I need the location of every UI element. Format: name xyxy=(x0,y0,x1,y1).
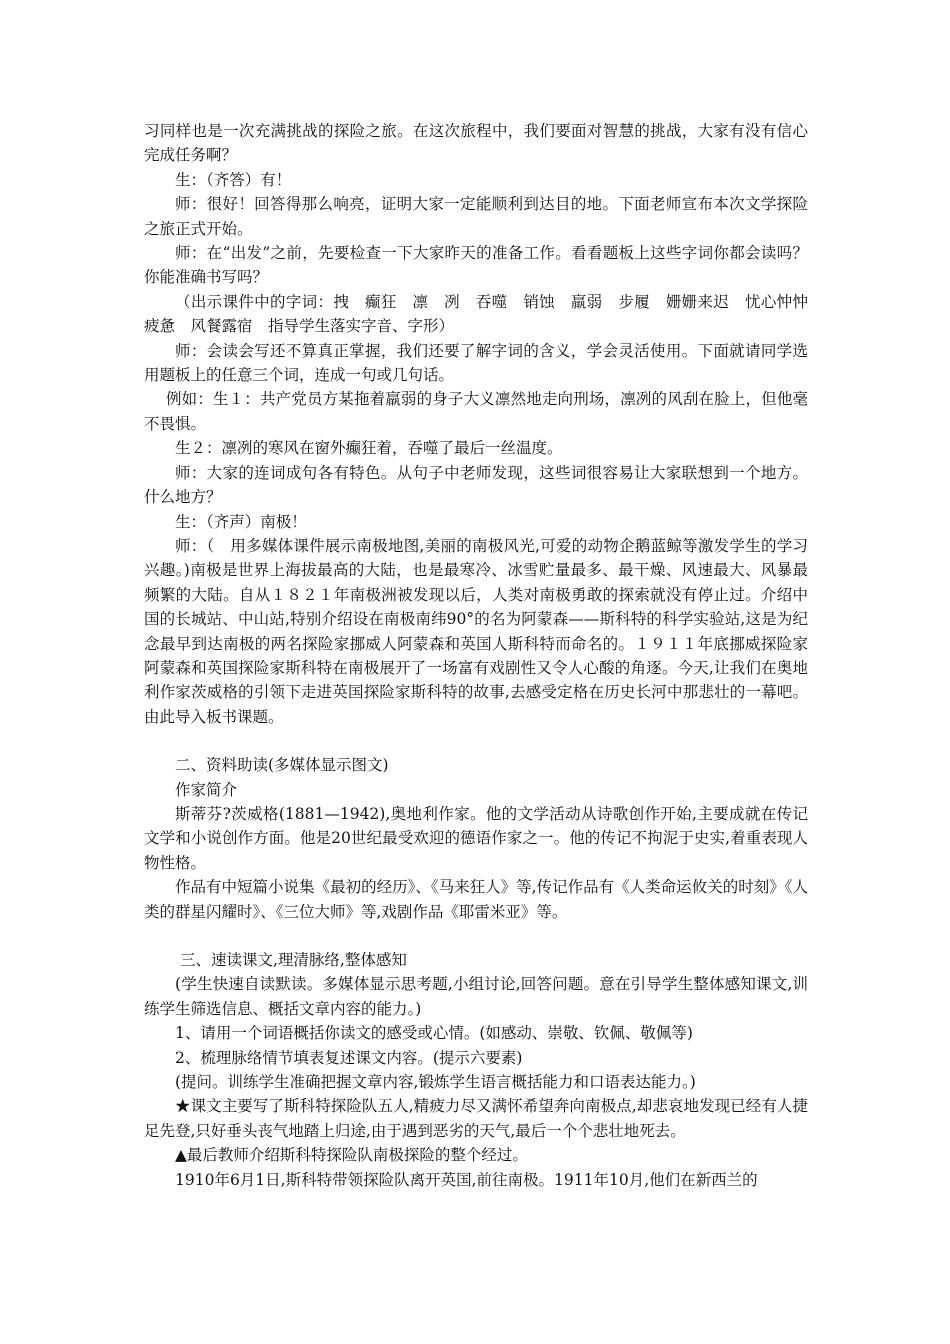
paragraph: 1、请用一个词语概括你读文的感受或心情。(如感动、崇敬、钦佩、敬佩等) xyxy=(175,1024,693,1043)
paragraph: 师：在“出发”之前，先要检查一下大家昨天的准备工作。看看题板上这些字词你都会读吗？你能准确书写吗？ xyxy=(144,244,808,287)
paragraph: 例如：生１：共产党员方某拖着羸弱的身子大义凛然地走向刑场，凛冽的风刮在脸上，但他毫不畏惧。 xyxy=(144,390,808,433)
paragraph: (学生快速自读默读。多媒体显示思考题,小组讨论,回答问题。意在引导学生整体感知课文,训练学生筛选信息、概括文章内容的能力。) xyxy=(144,975,808,1018)
section-heading: 二、资料助读(多媒体显示图文) xyxy=(175,756,389,775)
document-body xyxy=(144,119,824,1192)
paragraph: ★课文主要写了斯科特探险队五人,精疲力尽又满怀希望奔向南极点,却悲哀地发现已经有人捷足先登,只好垂头丧气地踏上归途,由于遇到恶劣的天气,最后一个个悲壮地死去。 xyxy=(144,1097,808,1140)
paragraph: 作品有中短篇小说集《最初的经历》、《马来狂人》等,传记作品有《人类命运攸关的时刻》《人类的群星闪耀时》、《三位大师》等,戏剧作品《耶雷米亚》等。 xyxy=(144,878,808,921)
paragraph: 1910年6月1日,斯科特带领探险队离开英国,前往南极。1911年10月,他们在新西兰的 xyxy=(175,1170,758,1189)
paragraph: 师：很好！回答得那么响亮，证明大家一定能顺利到达目的地。下面老师宣布本次文学探险之旅正式开始。 xyxy=(144,195,808,238)
paragraph: 生：（齐答）有！ xyxy=(175,170,292,189)
paragraph: 生２：凛冽的寒风在窗外癫狂着，吞噬了最后一丝温度。 xyxy=(175,439,563,458)
paragraph: ▲最后教师介绍斯科特探险队南极探险的整个经过。 xyxy=(175,1146,528,1165)
paragraph: 师：大家的连词成句各有特色。从句子中老师发现，这些词很容易让大家联想到一个地方。什么地方？ xyxy=(144,463,808,507)
paragraph: 斯蒂芬?茨威格(1881—1942),奥地利作家。他的文学活动从诗歌创作开始,主要成就在传记文学和小说创作方面。他是20世纪最受欢迎的德语作家之一。他的传记不拘泥于史实,着重表现人物性格。 xyxy=(144,804,808,872)
paragraph: (提问。训练学生准确把握文章内容,锻炼学生语言概括能力和口语表达能力。) xyxy=(175,1073,696,1092)
paragraph: （出示课件中的字词：拽 癫狂 凛 冽 吞噬 销蚀 羸弱 步履 姗姗来迟 忧心忡忡 疲惫 风餐露宿 指导学生落实字音、字形） xyxy=(144,292,824,336)
paragraph: 师：（ 用多媒体课件展示南极地图,美丽的南极风光,可爱的动物企鹅蓝鲸等激发学生的学习兴趣。)南极是世界上海拔最高的大陆，也是最寒冷、冰雪贮量最多、最干燥、风速最大、风暴最频繁的大陆。自从１８２１年南极洲被发现以后，人类对南极勇敢的探索就没有停止过。介绍中国的长城站、中山站,特别介绍设在南极南纬90°的名为阿蒙森——斯科特的科学实验站,这是为纪念最早到达南极的两名探险家挪威人阿蒙森和英国人斯科特而命名的。１９１１年底挪威探险家阿蒙森和英国探险家斯科特在南极展开了一场富有戏剧性又令人心酸的角逐。今天,让我们在奥地利作家茨威格的引领下走进英国探险家斯科特的故事,去感受定格在历史长河中那悲壮的一幕吧。由此导入板书课题。 xyxy=(144,536,808,726)
subheading: 作家简介 xyxy=(175,780,238,799)
blank-line xyxy=(144,729,808,753)
section-heading: 三、速读课文,理清脉络,整体感知 xyxy=(180,951,407,969)
paragraph: 2、梳理脉络情节填表复述课文内容。(提示六要素) xyxy=(175,1048,523,1067)
paragraph: 生：（齐声）南极！ xyxy=(175,512,307,531)
paragraph: 师：会读会写还不算真正掌握，我们还要了解字词的含义，学会灵活使用。下面就请同学选用题板上的任意三个词，连成一句或几句话。 xyxy=(144,341,808,385)
blank-line xyxy=(144,924,808,948)
paragraph: 习同样也是一次充满挑战的探险之旅。在这次旅程中，我们要面对智慧的挑战，大家有没有信心完成任务啊？ xyxy=(144,122,808,165)
